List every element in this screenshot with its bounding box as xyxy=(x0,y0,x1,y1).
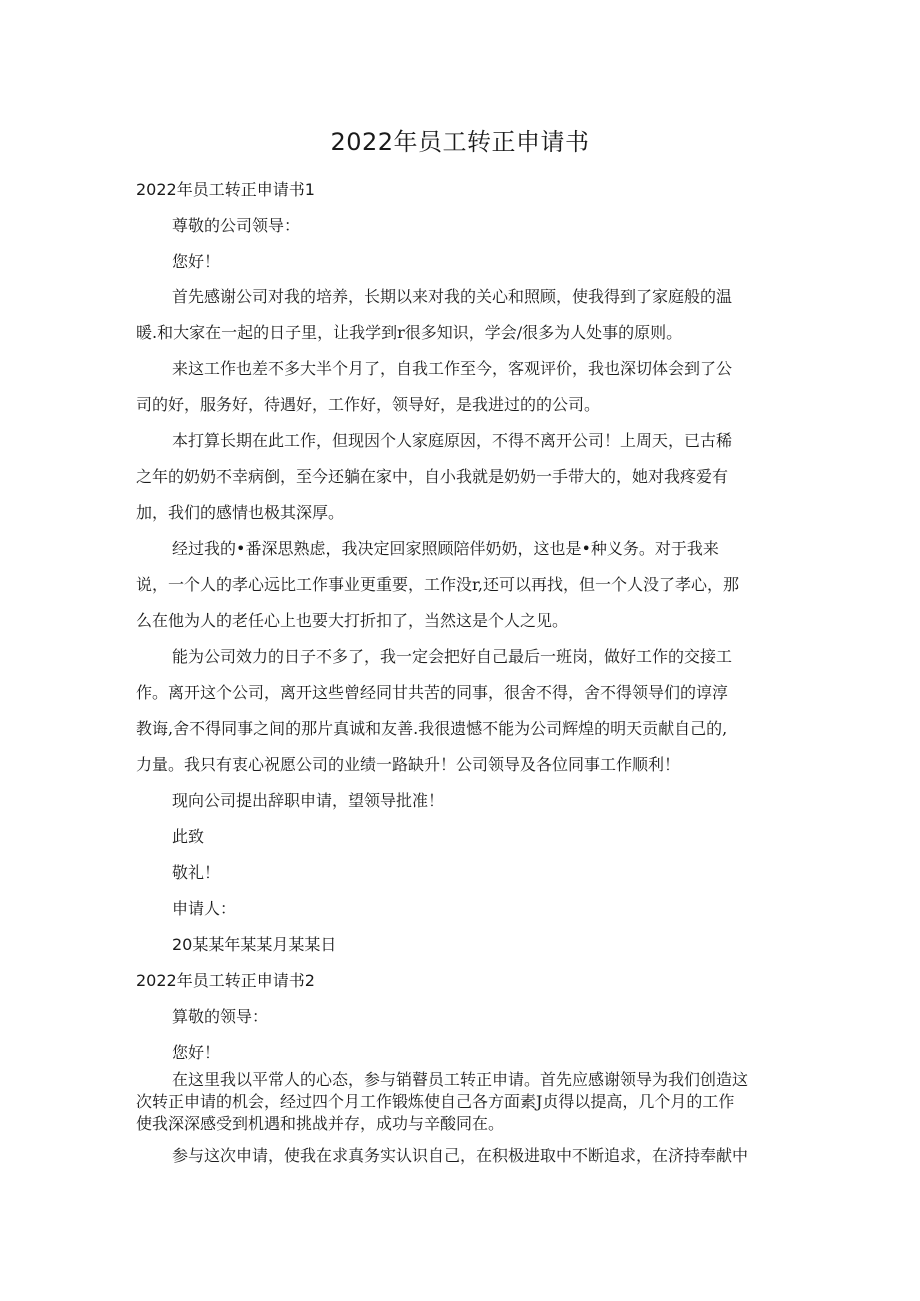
section-1-paragraph-2 xyxy=(136,351,796,423)
section-2-greeting: 您好！ xyxy=(172,1043,221,1062)
paragraph-line: 使我深深感受到机遇和挑战并存，成功与辛酸同在。 xyxy=(136,1114,505,1133)
paragraph-line: 司的好，服务好，待遇好，工作好，领导好，是我进过的的公司。 xyxy=(136,395,601,414)
section-1-paragraph-4 xyxy=(136,531,796,639)
paragraph-line: 首先感谢公司对我的培养，长期以来对我的关心和照顾，使我得到了家庭般的温 xyxy=(172,287,733,306)
paragraph-line: 力量。我只有衷心祝愿公司的业绩一路缺升！公司领导及各位同事工作顺利！ xyxy=(136,755,681,774)
paragraph-line: 作。离开这个公司，离开这些曾经同甘共苦的同事，很舍不得，舍不得领导们的谆淳 xyxy=(136,683,729,702)
paragraph-line: 次转正申请的机会，经过四个月工作锻炼使自己各方面素J贞得以提高，几个月的工作 xyxy=(136,1092,735,1111)
section-1-closing-2: 敬礼！ xyxy=(172,863,221,882)
paragraph-line: 么在他为人的老任心上也要大打折扣了，当然这是个人之见。 xyxy=(136,611,569,630)
paragraph-line: 之年的奶奶不幸病倒，至今还躺在家中，自小我就是奶奶一手带大的，她对我疼爱有 xyxy=(136,467,729,486)
section-1-paragraph-5 xyxy=(136,639,796,783)
paragraph-line: 来这工作也差不多大半个月了，自我工作至今，客观评价，我也深切体会到了公 xyxy=(172,359,733,378)
section-2-paragraph-1 xyxy=(136,1069,796,1135)
paragraph-line: 参与这次申请，使我在求真务实认识自己，在积极进取中不断追求，在济持奉献中 xyxy=(172,1146,749,1165)
section-1-salutation: 尊敬的公司领导： xyxy=(172,216,301,235)
section-1-paragraph-1 xyxy=(136,279,796,351)
section-1-request: 现向公司提出辞职申请，望领导批准！ xyxy=(172,791,445,810)
paragraph-line: 在这里我以平常人的心态，参与销瞽员工转正申请。首先应感谢领导为我们创造这 xyxy=(172,1070,749,1089)
paragraph-line: 经过我的•番深思熟虑，我决定回家照顾陪伴奶奶，这也是•种义务。对于我来 xyxy=(172,539,719,558)
section-2-paragraph-2 xyxy=(136,1138,796,1174)
section-2-salutation: 算敬的领导： xyxy=(172,1007,269,1026)
paragraph-line: 教诲,舍不得同事之间的那片真诚和友善.我很遗憾不能为公司辉煌的明天贡献自己的, xyxy=(136,719,728,738)
paragraph-line: 加，我们的感情也极其深厚。 xyxy=(136,503,345,522)
section-1-greeting: 您好！ xyxy=(172,252,221,271)
section-1-paragraph-3 xyxy=(136,423,796,531)
section-1-applicant: 申请人： xyxy=(172,899,237,918)
paragraph-line: 能为公司效力的日子不多了，我一定会把好自己最后一班岗，做好工作的交接工 xyxy=(172,647,733,666)
section-1-closing-1: 此致 xyxy=(172,827,205,846)
section-2-heading: 2022年员工转正申请书2 xyxy=(136,971,315,990)
document-title: 2022年员工转正申请书 xyxy=(330,128,590,156)
paragraph-line: 暖.和大家在一起的日子里，让我学到r很多知识，学会/很多为人处事的原则。 xyxy=(136,323,683,342)
section-1-heading: 2022年员工转正申请书1 xyxy=(136,180,315,199)
section-1-date: 20某某年某某月某某日 xyxy=(172,935,337,954)
paragraph-line: 本打算长期在此工作，但现因个人家庭原因，不得不离开公司！上周天，已古稀 xyxy=(172,431,733,450)
paragraph-line: 说，一个人的孝心远比工作事业更重要，工作没r,还可以再找，但一个人没了孝心，那 xyxy=(136,575,739,594)
